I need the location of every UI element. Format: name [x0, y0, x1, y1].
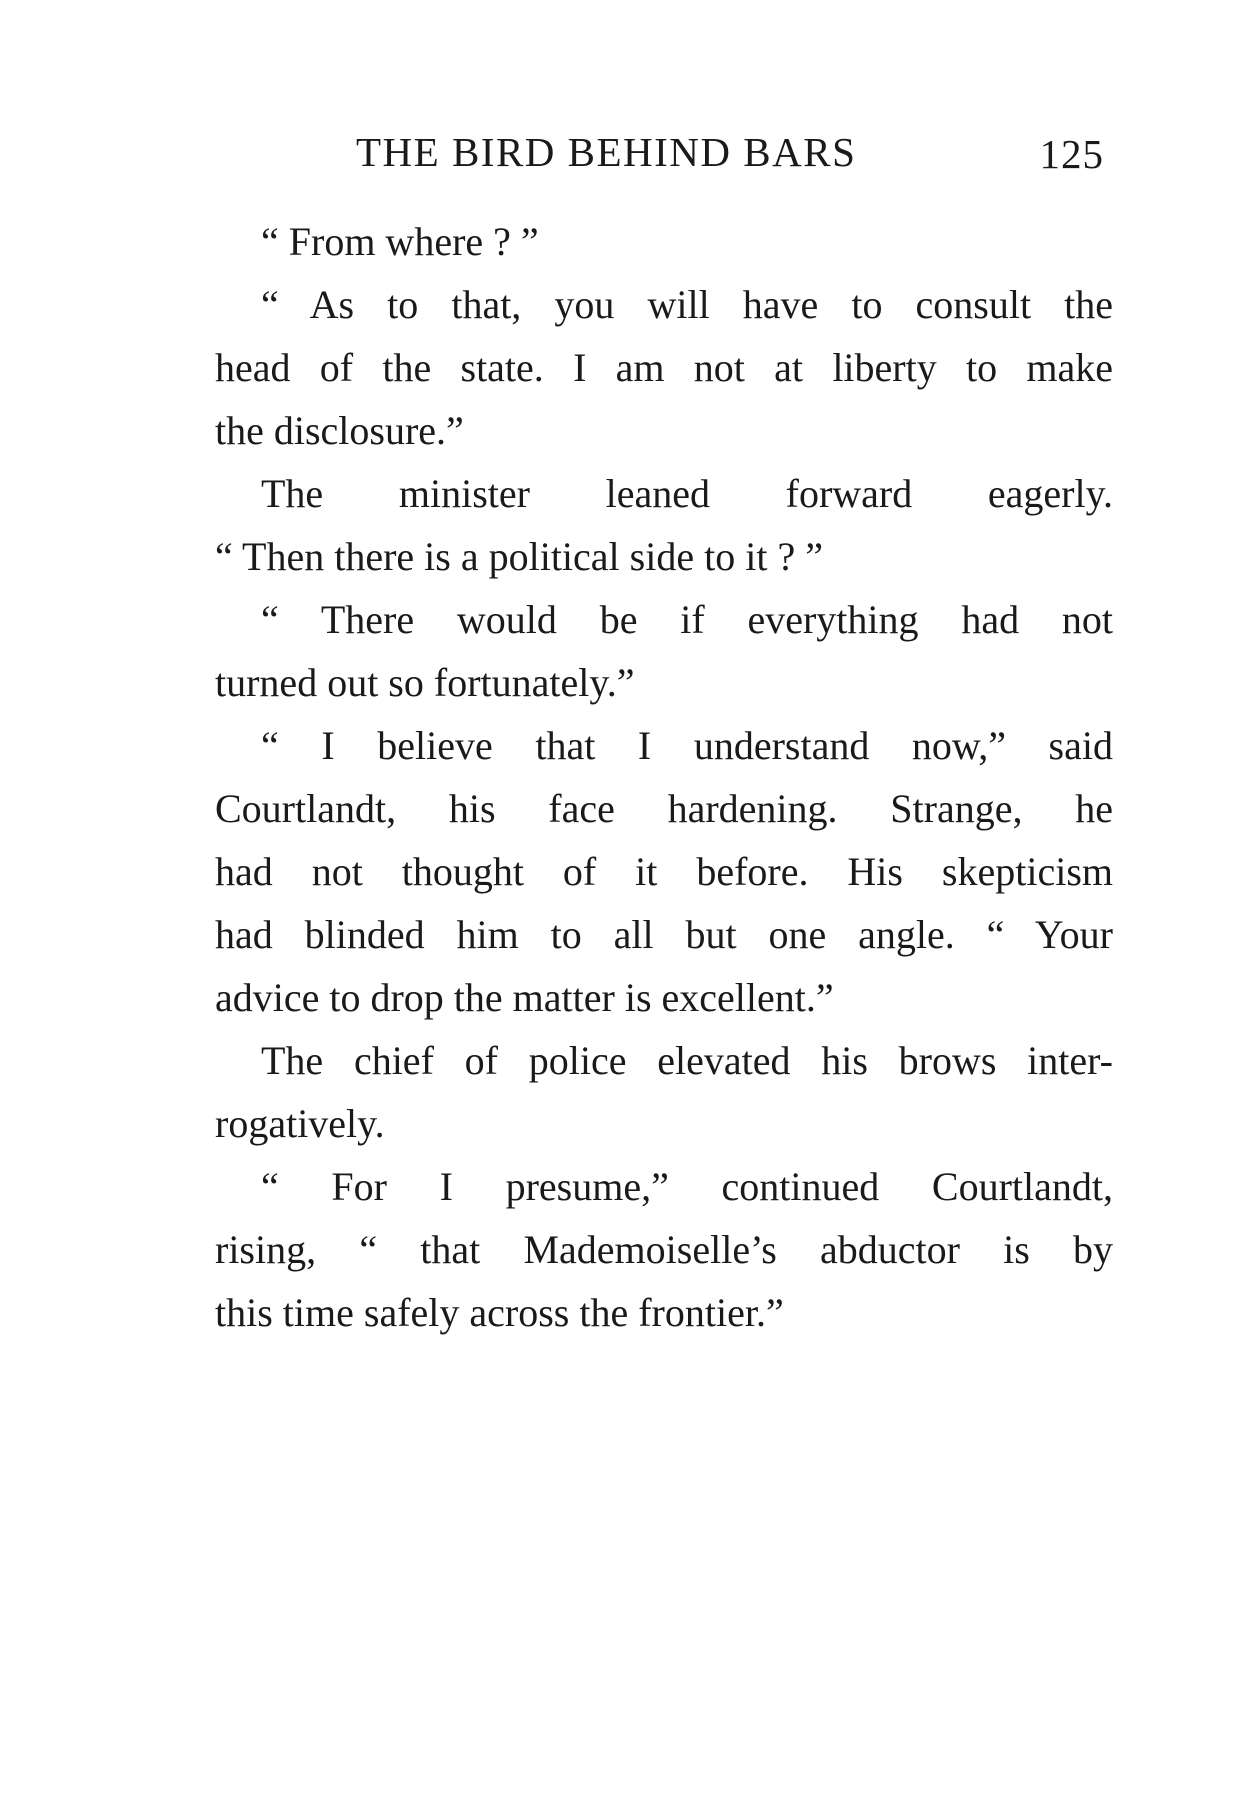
running-title: THE BIRD BEHIND BARS: [356, 129, 857, 175]
text-line: the disclosure.”: [215, 408, 464, 453]
text-line: had blinded him to all but one angle. “ Your: [215, 912, 1113, 957]
text-line: head of the state. I am not at liberty to make: [215, 345, 1113, 390]
text-line: “ There would be if everything had not: [261, 597, 1113, 642]
text-line: “ As to that, you will have to consult the: [261, 282, 1113, 327]
text-line: turned out so fortunately.”: [215, 660, 635, 705]
text-line: had not thought of it before. His skepticism: [215, 849, 1113, 894]
text-line: this time safely across the frontier.”: [215, 1290, 784, 1335]
page-number: 125: [1039, 131, 1104, 177]
text-line: “ I believe that I understand now,” said: [261, 723, 1113, 768]
text-line: advice to drop the matter is excellent.”: [215, 975, 834, 1020]
page-header: [356, 122, 1116, 182]
body-text: [215, 210, 1113, 1344]
text-line: rising, “ that Mademoiselle’s abductor is by: [215, 1227, 1113, 1272]
text-line: “ Then there is a political side to it ? ”: [215, 534, 823, 579]
text-line: Courtlandt, his face hardening. Strange, he: [215, 786, 1113, 831]
text-line: rogatively.: [215, 1101, 385, 1146]
text-line: “ From where ? ”: [261, 219, 539, 264]
text-line: The chief of police elevated his brows inter-: [261, 1038, 1113, 1083]
text-line: “ For I presume,” continued Courtlandt,: [261, 1164, 1113, 1209]
text-line: The minister leaned forward eagerly.: [261, 471, 1113, 516]
